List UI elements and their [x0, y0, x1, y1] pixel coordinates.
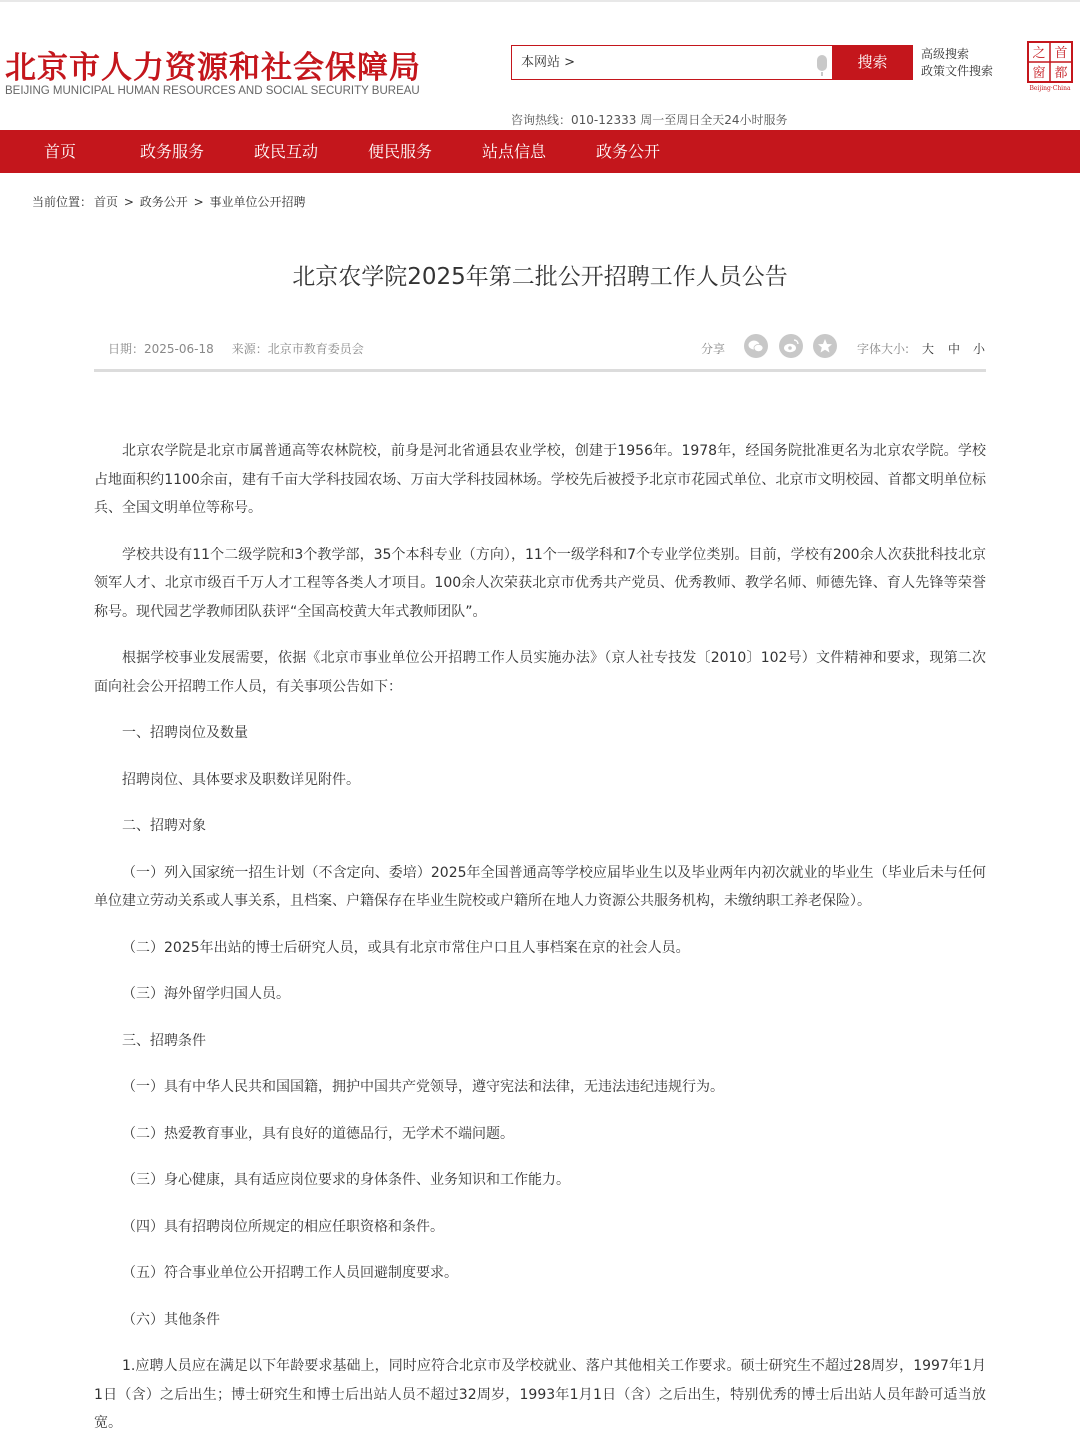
wechat-icon[interactable]: [744, 334, 768, 358]
article-paragraph: 1.应聘人员应在满足以下年龄要求基础上，同时应符合北京市及学校就业、落户其他相关工作要求。硕士研究生不超过28周岁，1997年1月1日（含）之后出生；博士研究生和博士后出站人员不超过32周岁，1993年1月1日（含）之后出生，特别优秀的博士后出站人员年龄可适当放宽。: [94, 1358, 986, 1431]
article-paragraph: （六）其他条件: [122, 1311, 220, 1328]
advanced-search-links: [921, 46, 993, 80]
article-paragraph: （一）列入国家统一招生计划（不含定向、委培）2025年全国普通高等学校应届毕业生以及毕业两年内初次就业的毕业生（毕业后未与任何单位建立劳动关系或人事关系，且档案、户籍保存在毕业生院校或户籍所在地人力资源公共服务机构，未缴纳职工养老保险）。: [94, 864, 986, 909]
font-size-medium-button[interactable]: 中: [948, 342, 961, 356]
site-logo-title[interactable]: 北京市人力资源和社会保障局: [5, 50, 421, 86]
site-header: [0, 0, 1080, 130]
article-divider: [94, 369, 986, 372]
article-section-heading: 三、招聘条件: [122, 1032, 206, 1049]
article-paragraph: 学校共设有11个二级学院和3个教学部，35个本科专业（方向），11个一级学科和7个专业学位类别。目前，学校有200余人次获批科技北京领军人才、北京市级百千万人才工程等各类人才项目。100余人次荣获北京市优秀共产党员、优秀教师、教学名师、师德先锋、育人先锋等荣誉称号。现代园艺学教师团队获评“全国高校黄大年式教师团队”。: [94, 546, 986, 620]
svg-text:窗: 窗: [1032, 66, 1046, 81]
breadcrumb-item-recruitment[interactable]: 事业单位公开招聘: [209, 195, 306, 209]
breadcrumb: [32, 193, 308, 210]
capital-window-logo-icon[interactable]: [1026, 40, 1074, 92]
favorite-icon[interactable]: [813, 334, 837, 358]
article-paragraph: （五）符合事业单位公开招聘工作人员回避制度要求。: [122, 1265, 458, 1281]
svg-text:首: 首: [1054, 46, 1068, 61]
site-logo-subtitle: BEIJING MUNICIPAL HUMAN RESOURCES AND SOCIAL SECURITY BUREAU: [5, 85, 420, 97]
search-button[interactable]: 搜索: [832, 45, 913, 80]
article-content: [94, 437, 986, 1448]
main-nav: [0, 130, 1080, 173]
article-section-heading: 一、招聘岗位及数量: [122, 725, 248, 741]
article-paragraph: （一）具有中华人民共和国国籍，拥护中国共产党领导，遵守宪法和法律，无违法违纪违规行为。: [122, 1079, 724, 1095]
article-paragraph: 北京农学院是北京市属普通高等农林院校，前身是河北省通县农业学校，创建于1956年。1978年，经国务院批准更名为北京农学院。学校占地面积约1100余亩，建有千亩大学科技园农场、万亩大学科技园林场。学校先后被授予北京市花园式单位、北京市文明校园、首都文明单位标兵、全国文明单位等称号。: [94, 443, 986, 516]
search-input[interactable]: [512, 46, 802, 79]
nav-item-gov-disclosure[interactable]: 政务公开: [596, 142, 661, 161]
breadcrumb-item-gov-disclosure[interactable]: 政务公开: [139, 195, 188, 209]
article-title: 北京农学院2025年第二批公开招聘工作人员公告: [292, 264, 788, 290]
svg-text:都: 都: [1054, 66, 1068, 81]
font-size-label: 字体大小:: [857, 342, 910, 356]
article-paragraph: （二）2025年出站的博士后研究人员，或具有北京市常住户口且人事档案在京的社会人员。: [122, 939, 690, 956]
svg-text:之: 之: [1032, 46, 1046, 61]
font-size-large-button[interactable]: 大: [922, 342, 935, 356]
svg-text:Beijing·China: Beijing·China: [1029, 85, 1071, 92]
breadcrumb-separator: >: [193, 195, 204, 209]
advanced-search-link[interactable]: 高级搜索: [921, 47, 970, 61]
article-section-heading: 二、招聘对象: [122, 818, 206, 834]
hotline-text: 咨询热线：010-12333 周一至周日全天24小时服务: [511, 113, 788, 127]
breadcrumb-separator: >: [123, 195, 134, 209]
breadcrumb-item-home[interactable]: 首页: [94, 195, 119, 209]
nav-item-citizen-services[interactable]: 便民服务: [368, 142, 433, 161]
font-size-small-button[interactable]: 小: [973, 342, 986, 356]
article-paragraph: （二）热爱教育事业，具有良好的道德品行，无学术不端问题。: [122, 1125, 514, 1142]
article-paragraph: （三）海外留学归国人员。: [122, 986, 290, 1002]
search-box: [511, 45, 833, 80]
nav-item-home[interactable]: 首页: [44, 142, 77, 161]
article-paragraph: （四）具有招聘岗位所规定的相应任职资格和条件。: [122, 1218, 444, 1235]
share-label: 分享: [701, 342, 726, 356]
weibo-icon[interactable]: [779, 334, 803, 358]
article-paragraph: 根据学校事业发展需要，依据《北京市事业单位公开招聘工作人员实施办法》（京人社专技发〔2010〕102号）文件精神和要求，现第二次面向社会公开招聘工作人员，有关事项公告如下：: [94, 650, 986, 695]
nav-item-interaction[interactable]: 政民互动: [254, 142, 319, 161]
article-source: 来源：北京市教育委员会: [231, 342, 364, 356]
article-paragraph: （三）身心健康，具有适应岗位要求的身体条件、业务知识和工作能力。: [122, 1172, 570, 1188]
article-date: 日期：2025-06-18: [108, 342, 214, 356]
microphone-icon[interactable]: [817, 55, 827, 71]
nav-item-site-info[interactable]: 站点信息: [482, 142, 547, 161]
breadcrumb-prefix: 当前位置：: [32, 195, 93, 209]
article-paragraph: 招聘岗位、具体要求及职数详见附件。: [122, 771, 360, 788]
nav-item-gov-services[interactable]: 政务服务: [140, 142, 205, 161]
policy-search-link[interactable]: 政策文件搜索: [921, 64, 994, 78]
article-meta: [108, 340, 364, 357]
